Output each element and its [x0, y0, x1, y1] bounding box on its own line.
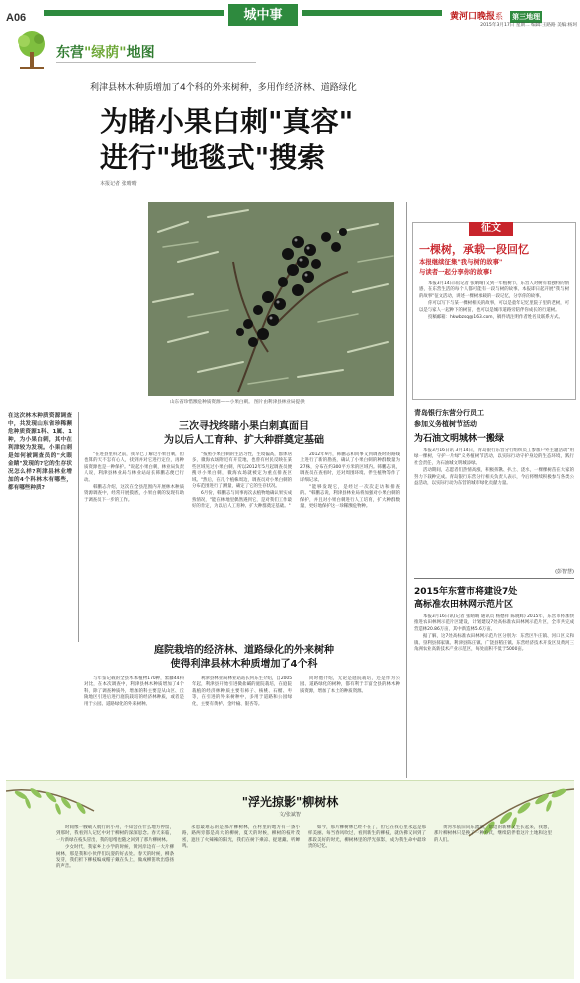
- paper-logo-block: [450, 4, 576, 22]
- call-tag: [469, 222, 513, 236]
- feature-col-3: [308, 825, 426, 973]
- story2-headline: 为石油文明城林一搬绿: [414, 434, 505, 444]
- call-subtitle-1: 本报继续征集"我与树的故事": [419, 258, 503, 266]
- sub1-paragraph: 韩鹏志介绍，这次在全县范围内开展林木种质资源调查中，经常开展摸底，小果白刺的发现有助于调查员下一步的工作。: [84, 485, 184, 503]
- sub2-body-col-2: [192, 676, 292, 776]
- feature-paragraph: 少女时代，我家乡上小学的时候，黄河岸边有一大片柳树林，那是我和小伙伴们玩耍的好去处。春天的时候，柳条发芽，我们折下柳枝编成帽子戴在头上，做成柳笛吹出悠扬的声音。: [56, 845, 174, 870]
- feature-col-2: [182, 825, 300, 973]
- story3-paragraph: 据了解，这7处高标准农田林网示范片区分别为：东营区牛庄镇、河口区义和镇、垦利县郝家镇、利津县陈庄镇、广饶县稻庄镇、东营经济技术开发区及黄河三角洲农业高新技术产业示范区，每处面积不低于5000亩。: [414, 634, 574, 653]
- feature-box: [6, 780, 574, 979]
- sub2-line-2: 使得利津县林木种质增加了4个科: [170, 659, 318, 670]
- feature-paragraph: 如今，那片柳树林已经不在了，但它在我心里永远是那样美丽。每当春风吹过，看到新生的柳枝，就仿佛又回到了那段美好的时光，柳树林里的浮光掠影，成为我生命中最珍贵的记忆。: [308, 825, 426, 850]
- column-title-suffix: 地图: [126, 45, 155, 61]
- paper-logo: 黄河口晚报: [450, 12, 496, 22]
- sub1-paragraph: "按照小果白刺的生活习性，生境偏高，群体居多，微海农场附近有开荒地，也曾有村民反映在某些区域见过小果白刺，所以2012年5月起调查员便搜寻小果白刺，微海农场就被定为重点排查区域。"然后，在几个植株周边，调查员对小果白刺的分布范围进行了测量，确定了它的生存状况。: [192, 452, 292, 490]
- page-number: A06: [6, 12, 27, 24]
- column-title-quote: "绿荫": [84, 45, 127, 61]
- feature-paragraph: 时间像一艘载人航行的小舟，不知会在什么地方停留，到那时，我看到人记忆中对于柳树的深深思念。春天来临，一片新绿在枝头冒出，我的思绪也随之回到了那片柳树林。: [56, 825, 174, 843]
- feature-col-1: [56, 825, 174, 973]
- story2-body: [414, 448, 574, 566]
- sub1-paragraph: 6月份，韩鹏志与同事再次去植物地确认果实成熟情况，"能在林地里偶然遇到它，是对我们工作最好的肯定，为以后人工育种、扩大种群奠定基础。": [192, 491, 292, 510]
- sub1-paragraph: "在进县里科之前，我早已了解过小果白刺，但也算的天不怎有心人，找到并对它进行定位，再种质资源也是一种保护。"说起小果白刺，林业局负责人说，利津县林业局与林业站站长韩鹏志便已行动。: [84, 452, 184, 483]
- lead-headline-line-1: 为睹小果白刺"真容": [100, 105, 354, 138]
- sub2-body-col-3: [300, 676, 400, 776]
- paper-badge: 第三地理: [512, 13, 541, 21]
- berry-shrub-illustration: [148, 202, 394, 396]
- story3-headline-1: 2015年东营市将建设7处: [414, 587, 518, 597]
- paper-logo-suffix: 系: [495, 12, 504, 21]
- side-summary: 在这次林木种质资源调查中，共发现山东省珍稀濒危种质资源1科、1属、1种，为小果白刺，其中在利津较为发现。小果白刺是如何被调查员的"火眼金睛"发现的?它的生存状况怎么样?利津县林业增加的4个科林木有哪些，都有哪些种质?: [8, 413, 72, 491]
- sub2-line-1: 庭院栽培的经济林、道路绿化的外来树种: [154, 645, 334, 656]
- story3-body: [414, 614, 574, 772]
- photo-caption: 山东省珍惜濒危种质资源——小果白刺。 图片由利津县林业局提供: [170, 400, 305, 405]
- feature-headline: "浮光掠影"柳树林: [241, 795, 339, 809]
- call-title: 一棵树，承载一段回忆: [419, 243, 529, 256]
- story2-byline: (彭智慧): [555, 569, 574, 575]
- side-summary-divider: [78, 412, 79, 642]
- right-column-divider: [406, 202, 407, 778]
- call-tag-label: 征文: [481, 223, 501, 234]
- sub2-body-col-1: [84, 676, 184, 776]
- call-paragraph: 本报3月14日讯(记者 张晴晴)又到一年植树节，东营人对树有着独特的情感，在东营生活的每个人都可能有一段与树的故事。本报即日起开展"我与树的故事"征文活动，讲述一棵树承载的一段记忆，分享你的故事。: [419, 281, 569, 299]
- call-paragraph: 投稿邮箱：hkwbzsq@163.com，稿件请注明作者姓名及联系方式。: [428, 315, 563, 321]
- column-rule: [56, 62, 256, 63]
- section-badge: [228, 4, 298, 26]
- feature-col-4: [434, 825, 552, 973]
- sub1-body-col-1: [84, 452, 184, 632]
- column-banner: [14, 30, 264, 72]
- feature-paragraph: 黄河水依旧向东流淌，岸边的新柳又生长起来，我想，那片柳树林只是换了一种方式，继续陪伴着这片土地和这里的人们。: [434, 825, 552, 843]
- sub1-body-col-3: [300, 452, 400, 632]
- tree-logo-icon: [14, 30, 50, 72]
- sub2-paragraph: 与年鉴记载的全县木本植物170种，紫藤44科对比，在本次调查中，利津县林木种质增加了4个科，除了调查种质外，增加的科主要是从山区、丘陵地区引进后进行庭院栽培的经济林种质，或者是用于公园、道路绿化的外来树种。: [84, 676, 184, 707]
- lead-kicker: 利津县林木种质增加了4个科的外来树种，多用作经济林、道路绿化: [90, 83, 357, 93]
- story2-divider: [414, 578, 574, 579]
- sub1-paragraph: "能够发现它，是经过一次次走访和排查的。"韩鹏志说，利津县林业局将加强对小果白刺的保护，并且对小果白刺进行人工培育，扩大种群数量，更好地保护这一珍稀濒危物种。: [300, 485, 400, 510]
- story2-paragraph: 活动期间，志愿者们热情高涨，积极挥锹、扒土、浇水，一棵棵树苗在大家的努力下栽种完成。青岛银行东营分行相关负责人表示，今后将继续积极参与各类公益活动，以实际行动为东营的城市绿化贡献力量。: [414, 468, 574, 487]
- sub1-line-1: 三次寻找终睹小果白刺真面目: [179, 421, 309, 432]
- sub1-line-2: 为以后人工育种、扩大种群奠定基础: [164, 435, 324, 446]
- sub2-paragraph: 同时他介绍，无论是庭院栽培，还是作为公园、道路绿化的树种，都有利于丰富全县的林木种质资源，增加了本土的种质资源。: [300, 676, 400, 694]
- lead-headline-line-2: 进行"地毯式"搜索: [100, 141, 326, 174]
- sub1-paragraph: 2012年9月，韩鹏志和同事又到调查时的路线上进行了新的勘查，确认了小果白刺的种群数量为27株，分布在约300平方米的区域内。韩鹏志说，调查员在查看时，还对周围环境、伴生植物等作了详细记录。: [300, 452, 400, 483]
- lead-byline: 本报记者 张晴晴: [100, 181, 137, 187]
- header-green-bar-left: [44, 10, 224, 16]
- lead-photo: [148, 202, 394, 396]
- header-green-bar-right: [302, 10, 442, 16]
- section-label: 城中事: [243, 8, 283, 23]
- story2-kicker-2: 参加义务植树节活动: [414, 420, 477, 428]
- issue-meta: 2015年3月17日 星期二 编辑:王路路 美编:杨珂: [480, 23, 577, 28]
- call-box: [412, 222, 576, 400]
- story3-headline-2: 高标准农田林网示范片区: [414, 600, 514, 610]
- call-subtitle-2: 与读者一起分享你的故事!: [419, 268, 493, 276]
- column-title: [56, 42, 155, 62]
- feature-byline: 文/张斌智: [279, 812, 301, 818]
- sub1-body-col-2: [192, 452, 292, 632]
- page-number-tab: [6, 6, 42, 24]
- call-body: [419, 281, 569, 393]
- story3-paragraph: 本报3月16日讯(记者 张晴晴 通讯员 杨德祥 陈晓辉) 2015年，东营市将加快推进农田林网示范片区建设，计划建设7处高标准农田林网示范片区，全市共完成营造林20.86万亩，其中新造林5.6万亩。: [414, 614, 574, 632]
- sub2-paragraph: 利津县林业局林业站站长何东生介绍，自2005年起，利津县开始引进微盐碱的庭院栽培，在庭院栽植的经济林种质主要有柿子、核桃、石榴、枣等，在引进的外来树种中，多用于道路和公园绿化，主要有黄栌、金叶榆、银杏等。: [192, 676, 292, 707]
- page-header: [0, 0, 580, 34]
- story2-paragraph: 本报3月16日讯 3月14日，青岛银行东营分行组织员工参加户外主题活动"用绿一棵树，守护一片绿"义务植树节活动，以实际行动守护身边的生态环境，践行社会责任，为石油城文明城添绿。: [414, 448, 574, 466]
- column-title-prefix: 东营: [56, 45, 84, 61]
- feature-paragraph: 永恩最难忘的是那片柳树林，在村里的地方有一条小路，路两旁都是高大的柳树，夏天的时候，柳树的枝叶茂密，遮住了火辣辣的阳光，我们在树下乘凉、捉迷藏、听蝉鸣。: [182, 825, 300, 850]
- call-paragraph: 你可以写下与某一棵树相关的故事，可以是童年记忆里院子里的老树，可以是与家人一起种下的树苗，也可以是城市道路旁陪伴你成长的行道树。: [419, 301, 569, 313]
- story2-kicker-1: 青岛银行东营分行员工: [414, 409, 484, 417]
